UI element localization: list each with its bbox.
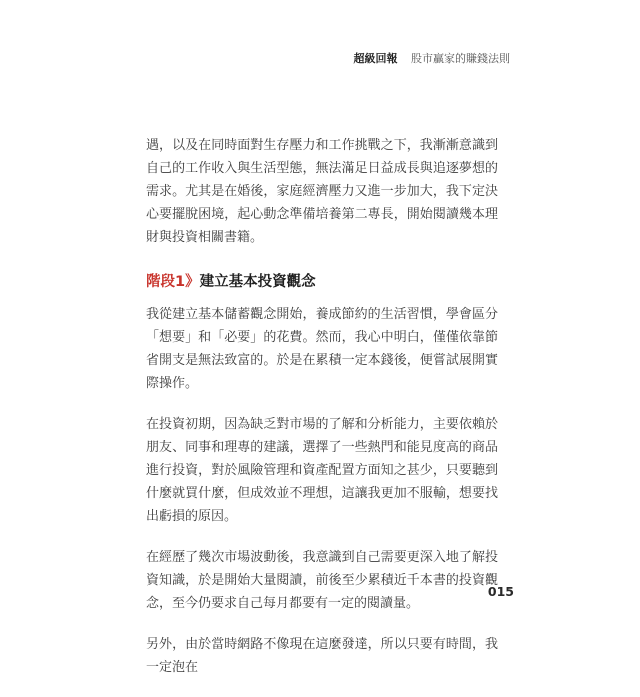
section-heading xyxy=(146,271,498,293)
page-body xyxy=(146,134,498,697)
book-title: 股市贏家的賺錢法則 xyxy=(411,52,510,65)
section-heading-prefix: 階段1》 xyxy=(146,274,200,290)
page-number: 015 xyxy=(487,584,514,599)
body-paragraph-4: 另外，由於當時網路不像現在這麼發達，所以只要有時間，我一定泡在 xyxy=(146,637,498,675)
body-paragraph-2: 在投資初期，因為缺乏對市場的了解和分析能力，主要依賴於朋友、同事和理專的建議，選擇了一些熱門和能見度高的商品進行投資，對於風險管理和資產配置方面知之甚少，只要聽到什麼就買什麼，但成效並不理想，這讓我更加不服輸，想要找出虧損的原因。 xyxy=(146,417,498,524)
running-header xyxy=(354,50,511,66)
intro-paragraph: 遇，以及在同時面對生存壓力和工作挑戰之下，我漸漸意識到自己的工作收入與生活型態，無法滿足日益成長與追逐夢想的需求。尤其是在婚後，家庭經濟壓力又進一步加大，我下定決心要擺脫困境，起心動念準備培養第二專長，開始閱讀幾本理財與投資相關書籍。 xyxy=(146,138,498,245)
series-title: 超級回報 xyxy=(353,52,398,65)
body-paragraph-1: 我從建立基本儲蓄觀念開始，養成節約的生活習慣，學會區分「想要」和「必要」的花費。然而，我心中明白，僅僅依靠節省開支是無法致富的。於是在累積一定本錢後，便嘗試展開實際操作。 xyxy=(146,307,498,391)
section-heading-text: 建立基本投資觀念 xyxy=(199,274,316,290)
body-paragraph-3: 在經歷了幾次市場波動後，我意識到自己需要更深入地了解投資知識，於是開始大量閱讀，前後至少累積近千本書的投資觀念，至今仍要求自己每月都要有一定的閱讀量。 xyxy=(146,550,498,611)
